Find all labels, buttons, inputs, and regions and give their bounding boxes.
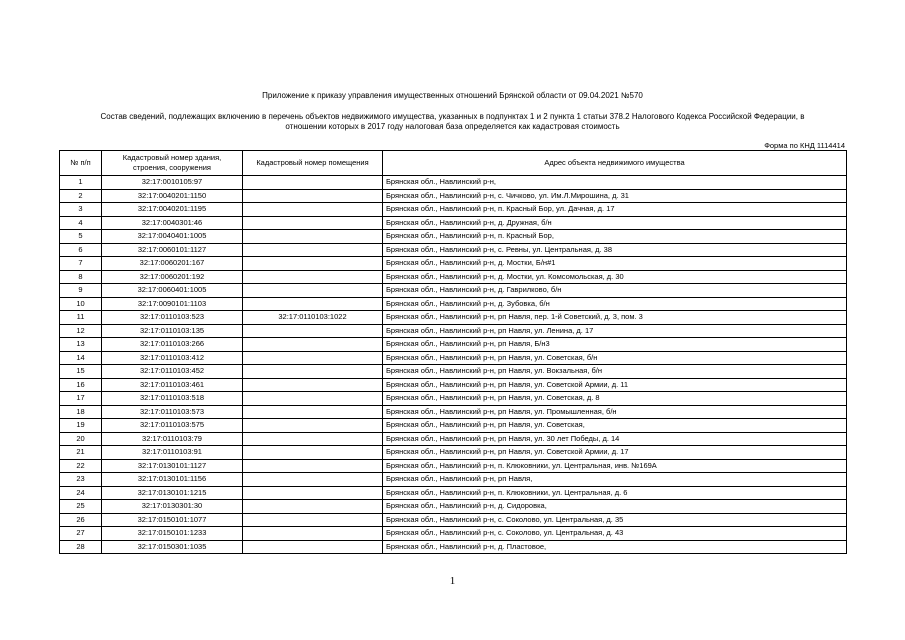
cell-premise-cadastral (243, 270, 383, 284)
cell-address: Брянская обл., Навлинский р-н, п. Красный Бор, (383, 230, 847, 244)
cell-address: Брянская обл., Навлинский р-н, (383, 176, 847, 190)
table-row (60, 527, 847, 541)
cell-num: 1 (60, 176, 102, 190)
cell-building-cadastral: 32:17:0060201:167 (102, 257, 243, 271)
cell-premise-cadastral (243, 392, 383, 406)
cell-building-cadastral: 32:17:0150101:1077 (102, 513, 243, 527)
cell-premise-cadastral (243, 365, 383, 379)
cell-address: Брянская обл., Навлинский р-н, рп Навля, (383, 473, 847, 487)
subtitle-line-2: отношении которых в 2017 году налоговая база определяется как кадастровая стоимость (285, 122, 620, 131)
cell-building-cadastral: 32:17:0110103:266 (102, 338, 243, 352)
cell-premise-cadastral (243, 419, 383, 433)
cell-building-cadastral: 32:17:0130101:1156 (102, 473, 243, 487)
table-row (60, 270, 847, 284)
cell-premise-cadastral (243, 297, 383, 311)
table-row (60, 351, 847, 365)
cell-address: Брянская обл., Навлинский р-н, рп Навля, ул. 30 лет Победы, д. 14 (383, 432, 847, 446)
cell-address: Брянская обл., Навлинский р-н, рп Навля, ул. Промышленная, б/н (383, 405, 847, 419)
cell-num: 28 (60, 540, 102, 554)
cell-premise-cadastral (243, 432, 383, 446)
cell-premise-cadastral (243, 243, 383, 257)
cell-address: Брянская обл., Навлинский р-н, рп Навля, Б/н3 (383, 338, 847, 352)
property-table (59, 150, 847, 554)
table-row (60, 297, 847, 311)
table-body (60, 176, 847, 554)
cell-building-cadastral: 32:17:0110103:79 (102, 432, 243, 446)
cell-premise-cadastral (243, 257, 383, 271)
cell-building-cadastral: 32:17:0150101:1233 (102, 527, 243, 541)
cell-premise-cadastral (243, 324, 383, 338)
cell-building-cadastral: 32:17:0130101:1127 (102, 459, 243, 473)
cell-premise-cadastral (243, 405, 383, 419)
cell-premise-cadastral (243, 527, 383, 541)
table-row (60, 446, 847, 460)
cell-num: 4 (60, 216, 102, 230)
cell-building-cadastral: 32:17:0060401:1005 (102, 284, 243, 298)
table-row (60, 432, 847, 446)
table-row (60, 176, 847, 190)
cell-premise-cadastral (243, 351, 383, 365)
cell-address: Брянская обл., Навлинский р-н, рп Навля, ул. Ленина, д. 17 (383, 324, 847, 338)
cell-premise-cadastral (243, 338, 383, 352)
cell-address: Брянская обл., Навлинский р-н, п. Клюковники, ул. Центральная, д. 6 (383, 486, 847, 500)
table-row (60, 243, 847, 257)
cell-premise-cadastral (243, 486, 383, 500)
cell-building-cadastral: 32:17:0110103:135 (102, 324, 243, 338)
cell-address: Брянская обл., Навлинский р-н, п. Красный Бор, ул. Дачная, д. 17 (383, 203, 847, 217)
cell-premise-cadastral (243, 446, 383, 460)
cell-num: 17 (60, 392, 102, 406)
cell-address: Брянская обл., Навлинский р-н, д. Мостки, Б/н#1 (383, 257, 847, 271)
cell-building-cadastral: 32:17:0040401:1005 (102, 230, 243, 244)
table-row (60, 311, 847, 325)
cell-address: Брянская обл., Навлинский р-н, д. Дружная, б/н (383, 216, 847, 230)
table-row (60, 284, 847, 298)
cell-premise-cadastral (243, 459, 383, 473)
cell-num: 8 (60, 270, 102, 284)
cell-num: 13 (60, 338, 102, 352)
table-row (60, 189, 847, 203)
cell-building-cadastral: 32:17:0110103:461 (102, 378, 243, 392)
cell-premise-cadastral (243, 500, 383, 514)
cell-address: Брянская обл., Навлинский р-н, рп Навля, ул. Советская, б/н (383, 351, 847, 365)
cell-num: 20 (60, 432, 102, 446)
document-title: Приложение к приказу управления имущественных отношений Брянской области от 09.04.2021 №570 (262, 91, 643, 100)
table-header-row (60, 151, 847, 176)
cell-premise-cadastral (243, 189, 383, 203)
cell-address: Брянская обл., Навлинский р-н, рп Навля, пер. 1-й Советский, д. 3, пом. 3 (383, 311, 847, 325)
cell-num: 10 (60, 297, 102, 311)
cell-building-cadastral: 32:17:0110103:412 (102, 351, 243, 365)
cell-premise-cadastral (243, 203, 383, 217)
table-row (60, 540, 847, 554)
cell-address: Брянская обл., Навлинский р-н, д. Сидоровка, (383, 500, 847, 514)
cell-num: 18 (60, 405, 102, 419)
cell-num: 25 (60, 500, 102, 514)
cell-num: 15 (60, 365, 102, 379)
cell-building-cadastral: 32:17:0060201:192 (102, 270, 243, 284)
cell-num: 22 (60, 459, 102, 473)
table-row (60, 324, 847, 338)
cell-building-cadastral: 32:17:0040201:1195 (102, 203, 243, 217)
cell-num: 27 (60, 527, 102, 541)
col-header-address: Адрес объекта недвижимого имущества (383, 151, 847, 176)
cell-premise-cadastral (243, 378, 383, 392)
cell-num: 3 (60, 203, 102, 217)
cell-building-cadastral: 32:17:0090101:1103 (102, 297, 243, 311)
cell-num: 12 (60, 324, 102, 338)
cell-num: 6 (60, 243, 102, 257)
page-number: 1 (449, 575, 456, 587)
cell-building-cadastral: 32:17:0150301:1035 (102, 540, 243, 554)
col-header-premise: Кадастровый номер помещения (243, 151, 383, 176)
cell-premise-cadastral (243, 513, 383, 527)
cell-num: 24 (60, 486, 102, 500)
cell-num: 7 (60, 257, 102, 271)
cell-building-cadastral: 32:17:0110103:573 (102, 405, 243, 419)
cell-address: Брянская обл., Навлинский р-н, д. Мостки, ул. Комсомольская, д. 30 (383, 270, 847, 284)
cell-address: Брянская обл., Навлинский р-н, с. Соколово, ул. Центральная, д. 35 (383, 513, 847, 527)
cell-premise-cadastral: 32:17:0110103:1022 (243, 311, 383, 325)
table-row (60, 405, 847, 419)
cell-address: Брянская обл., Навлинский р-н, п. Клюковники, ул. Центральная, инв. №169А (383, 459, 847, 473)
cell-num: 2 (60, 189, 102, 203)
cell-address: Брянская обл., Навлинский р-н, рп Навля, ул. Советская, д. 8 (383, 392, 847, 406)
table-row (60, 230, 847, 244)
table-row (60, 216, 847, 230)
cell-premise-cadastral (243, 284, 383, 298)
cell-building-cadastral: 32:17:0130301:30 (102, 500, 243, 514)
cell-num: 26 (60, 513, 102, 527)
cell-address: Брянская обл., Навлинский р-н, д. Гаврилково, б/н (383, 284, 847, 298)
cell-premise-cadastral (243, 473, 383, 487)
table-row (60, 365, 847, 379)
cell-premise-cadastral (243, 540, 383, 554)
cell-building-cadastral: 32:17:0110103:518 (102, 392, 243, 406)
subtitle-line-1: Состав сведений, подлежащих включению в перечень объектов недвижимого имущества, указанных в подпунктах 1 и 2 пункта 1 статьи 378.2 Налогового Кодекса Российской Федерации, в (100, 112, 805, 121)
cell-num: 14 (60, 351, 102, 365)
cell-num: 16 (60, 378, 102, 392)
table-row (60, 473, 847, 487)
cell-building-cadastral: 32:17:0060101:1127 (102, 243, 243, 257)
cell-building-cadastral: 32:17:0040301:46 (102, 216, 243, 230)
col-header-building: Кадастровый номер здания, строения, сооружения (102, 151, 243, 176)
cell-premise-cadastral (243, 176, 383, 190)
cell-address: Брянская обл., Навлинский р-н, рп Навля, ул. Советской Армии, д. 11 (383, 378, 847, 392)
document-subtitle (60, 112, 845, 132)
table-row (60, 419, 847, 433)
cell-building-cadastral: 32:17:0010105:97 (102, 176, 243, 190)
cell-address: Брянская обл., Навлинский р-н, д. Зубовка, б/н (383, 297, 847, 311)
form-code: Форма по КНД 1114414 (764, 141, 845, 150)
table-row (60, 203, 847, 217)
cell-address: Брянская обл., Навлинский р-н, рп Навля, ул. Вокзальная, б/н (383, 365, 847, 379)
table-row (60, 338, 847, 352)
cell-num: 21 (60, 446, 102, 460)
cell-building-cadastral: 32:17:0110103:91 (102, 446, 243, 460)
table-row (60, 459, 847, 473)
cell-building-cadastral: 32:17:0110103:452 (102, 365, 243, 379)
table-row (60, 392, 847, 406)
cell-building-cadastral: 32:17:0110103:575 (102, 419, 243, 433)
cell-address: Брянская обл., Навлинский р-н, рп Навля, ул. Советская, (383, 419, 847, 433)
cell-building-cadastral: 32:17:0130101:1215 (102, 486, 243, 500)
cell-num: 9 (60, 284, 102, 298)
cell-premise-cadastral (243, 230, 383, 244)
cell-num: 19 (60, 419, 102, 433)
table-row (60, 257, 847, 271)
table-row (60, 486, 847, 500)
cell-address: Брянская обл., Навлинский р-н, с. Чичково, ул. Им.Л.Мирошина, д. 31 (383, 189, 847, 203)
table-row (60, 513, 847, 527)
col-header-num: № п/п (60, 151, 102, 176)
cell-address: Брянская обл., Навлинский р-н, с. Ревны, ул. Центральная, д. 38 (383, 243, 847, 257)
cell-num: 5 (60, 230, 102, 244)
cell-building-cadastral: 32:17:0040201:1150 (102, 189, 243, 203)
table-row (60, 500, 847, 514)
cell-address: Брянская обл., Навлинский р-н, д. Пластовое, (383, 540, 847, 554)
cell-num: 23 (60, 473, 102, 487)
cell-address: Брянская обл., Навлинский р-н, с. Соколово, ул. Центральная, д. 43 (383, 527, 847, 541)
cell-num: 11 (60, 311, 102, 325)
cell-building-cadastral: 32:17:0110103:523 (102, 311, 243, 325)
cell-premise-cadastral (243, 216, 383, 230)
cell-address: Брянская обл., Навлинский р-н, рп Навля, ул. Советской Армии, д. 17 (383, 446, 847, 460)
table-row (60, 378, 847, 392)
